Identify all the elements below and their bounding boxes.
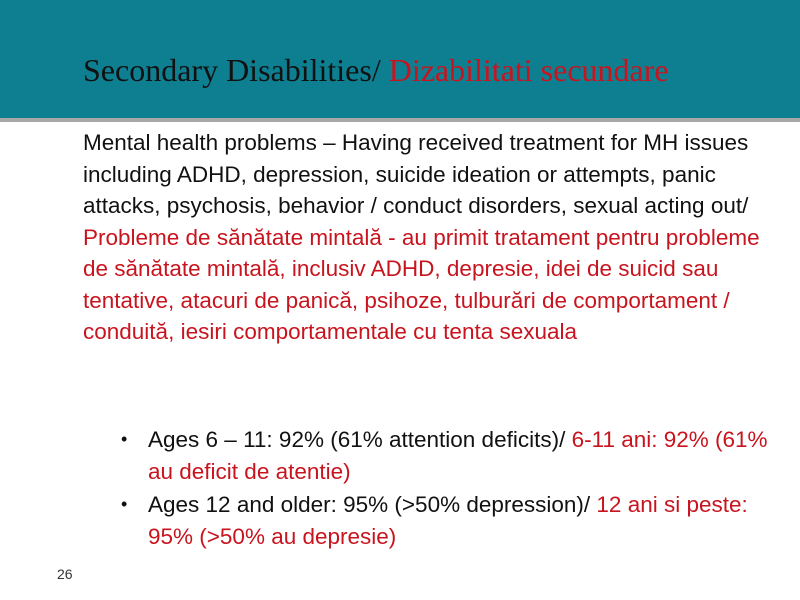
- bullet-item: [121, 424, 781, 487]
- bullet-english: Ages 12 and older: 95% (>50% depression): [148, 492, 584, 517]
- bullet-dot-icon: •: [121, 494, 128, 514]
- slide-title: [83, 50, 669, 90]
- bullet-romanian: 6-11 ani: 92% (61% au deficit de atentie): [148, 427, 768, 484]
- bullet-list: [121, 424, 781, 554]
- bullet-dot-icon: •: [121, 429, 128, 449]
- title-separator: /: [371, 52, 381, 88]
- bullet-item: [121, 489, 781, 552]
- paragraph-separator: /: [742, 193, 749, 218]
- paragraph-english: Mental health problems – Having received treatment for MH issues including ADHD, depression, suicide ideation or attempts, panic attacks, psychosis, behavior / conduct disorders, sexual acting out: [83, 130, 749, 218]
- paragraph-romanian: Probleme de sănătate mintală - au primit tratament pentru probleme de sănătate mintală, inclusiv ADHD, depresie, idei de suicid sau tentative, atacuri de panică, psihoze, tulburări de comportament / conduită, iesiri comportamentale cu tenta sexuala: [83, 224, 760, 344]
- title-romanian: Dizabilitati secundare: [380, 52, 669, 88]
- bullet-romanian: 12 ani si peste: 95% (>50% au depresie): [148, 492, 748, 549]
- main-paragraph: [83, 127, 783, 348]
- title-english: Secondary Disabilities: [83, 52, 372, 88]
- bullet-english: Ages 6 – 11: 92% (61% attention deficits): [148, 427, 560, 452]
- bullet-separator: /: [583, 492, 591, 517]
- page-number: 26: [57, 566, 73, 582]
- bullet-separator: /: [559, 427, 566, 452]
- header-divider: [0, 118, 800, 122]
- slide-header-band: [0, 0, 800, 118]
